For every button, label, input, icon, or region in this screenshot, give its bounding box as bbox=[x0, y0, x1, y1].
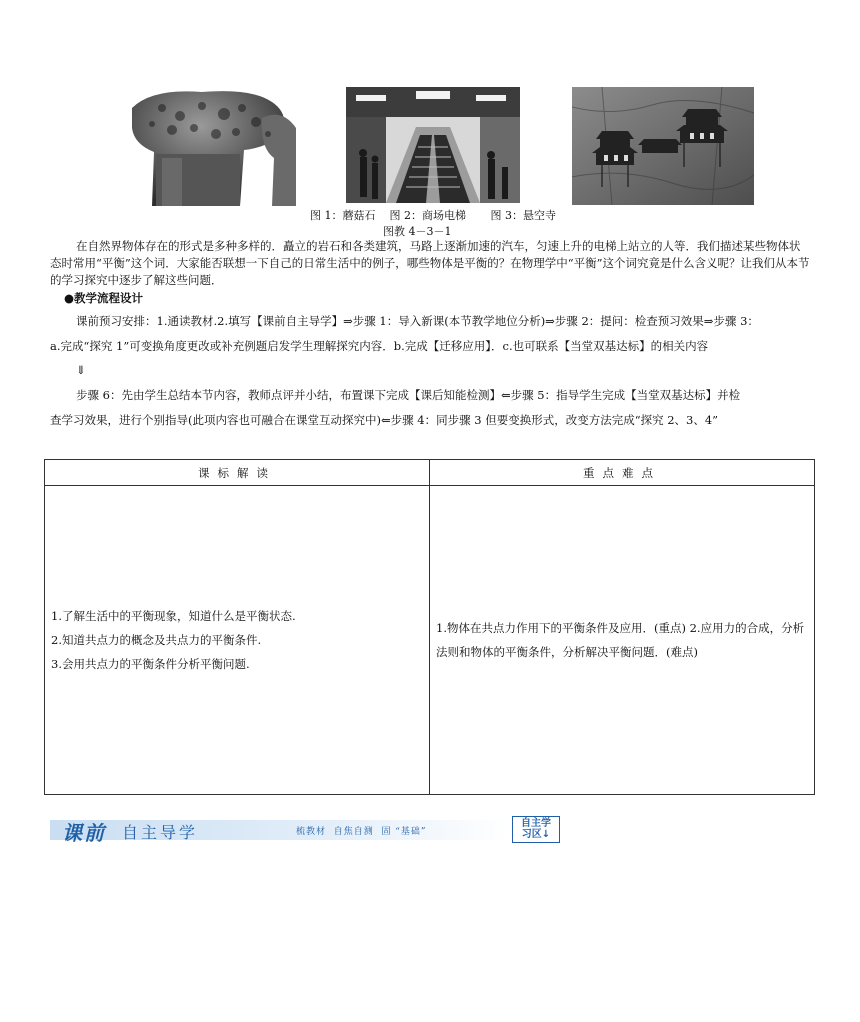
banner-title-prefix: 课前 bbox=[62, 821, 106, 845]
table-header-row bbox=[45, 460, 815, 486]
key-points-text: 1.物体在共点力作用下的平衡条件及应用．(重点) 2.应用力的合成，分析法则和物体的平衡条件，分析解决平衡问题．(难点) bbox=[436, 621, 805, 659]
objective-item-1: 1.了解生活中的平衡现象，知道什么是平衡状态. bbox=[51, 609, 296, 623]
flow-line-1: 课前预习安排：1.通读教材.2.填写【课前自主导学】⇒步骤 1：导入新课(本节教学地位分析)⇒步骤 2：提问：检查预习效果⇒步骤 3： bbox=[76, 314, 759, 328]
photo-mushroom-rock bbox=[132, 88, 296, 206]
banner-title-main: 自主导学 bbox=[122, 823, 199, 842]
photo-hanging-temple bbox=[572, 87, 754, 205]
figure-caption: 图 1：蘑菇石 图 2：商场电梯 图 3：悬空寺 bbox=[310, 209, 556, 222]
flow-line-4: 查学习效果，进行个别指导(此项内容也可融合在课堂互动探究中)⇐步骤 4：同步骤 3 但要变换形式，改变方法完成“探究 2、3、4” bbox=[50, 413, 719, 427]
self-study-box bbox=[512, 816, 560, 843]
flow-line-2: a.完成“探究 1”可变换角度更改或补充例题启发学生理解探究内容．b.完成【迁移应用】．c.也可联系【当堂双基达标】的相关内容 bbox=[50, 339, 709, 353]
key-points-cell bbox=[430, 486, 815, 795]
objective-item-3: 3.会用共点力的平衡条件分析平衡问题. bbox=[51, 657, 250, 671]
section-banner bbox=[50, 816, 562, 844]
self-study-box-line-2 bbox=[513, 829, 559, 840]
flow-line-3: 步骤 6：先由学生总结本节内容，教师点评并小结，布置课下完成【课后知能检测】⇐步骤 5：指导学生完成【当堂双基达标】并检 bbox=[76, 388, 741, 402]
flow-heading: ●教学流程设计 bbox=[64, 291, 144, 305]
table-row bbox=[45, 486, 815, 795]
banner-subtitle: 梳教材 自焦自测 固 “基础” bbox=[296, 827, 427, 837]
self-study-box-label: 习区 bbox=[521, 829, 542, 840]
objective-item-2: 2.知道共点力的概念及共点力的平衡条件. bbox=[51, 633, 262, 647]
curriculum-objectives-cell bbox=[45, 486, 430, 795]
photo-mall-escalator bbox=[346, 87, 520, 203]
header-curriculum-reading: 课标解读 bbox=[45, 460, 430, 486]
objectives-table bbox=[44, 459, 815, 795]
header-key-difficult-points: 重点难点 bbox=[430, 460, 815, 486]
down-arrow-icon: ↓ bbox=[541, 829, 551, 840]
figure-number: 图教 4－3－1 bbox=[383, 225, 452, 238]
flow-arrow: ⇓ bbox=[76, 363, 86, 377]
intro-paragraph: 在自然界物体存在的形式是多种多样的．矗立的岩石和各类建筑，马路上逐渐加速的汽车，匀速上升的电梯上站立的人等．我们描述某些物体状态时常用“平衡”这个词．大家能否联想一下自己的日常生活中的例子，哪些物体是平衡的？在物理学中“平衡”这个词究竟是什么含义呢？让我们从本节的学习探究中逐步了解这些问题． bbox=[50, 239, 810, 287]
self-study-box-line-1: 自主学 bbox=[521, 818, 551, 829]
